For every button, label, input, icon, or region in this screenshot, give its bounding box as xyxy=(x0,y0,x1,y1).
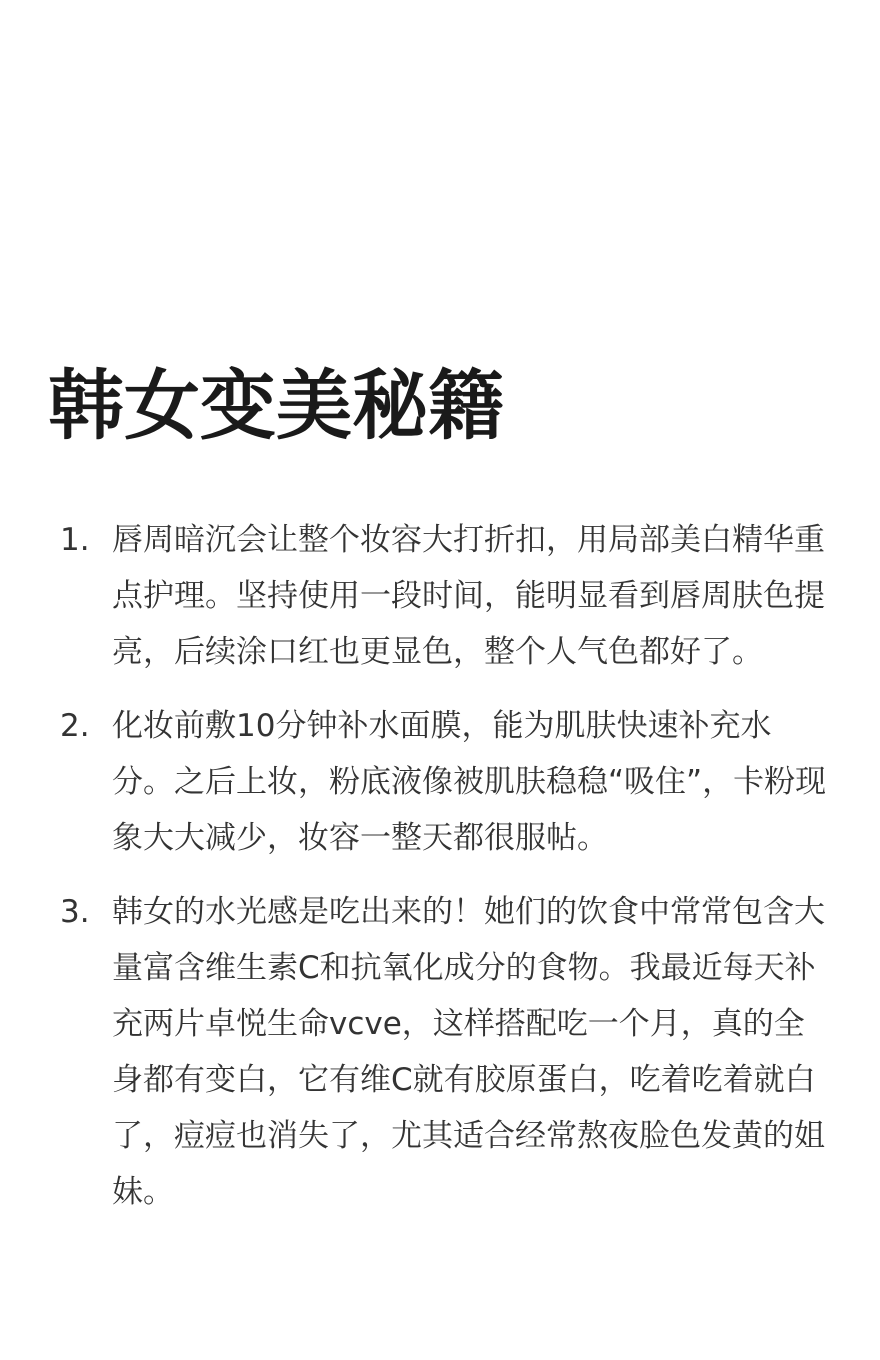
list-item-text: 韩女的水光感是吃出来的！她们的饮食中常常包含大量富含维生素C和抗氧化成分的食物。我最近每天补充两片卓悦生命vcve，这样搭配吃一个月，真的全身都有变白，它有维C就有胶原蛋白，吃着吃着就白了，痘痘也消失了，尤其适合经常熬夜脸色发黄的姐妹。 xyxy=(112,894,825,1210)
list-item-text: 化妆前敷10分钟补水面膜，能为肌肤快速补充水分。之后上妆，粉底液像被肌肤稳稳“吸住”，卡粉现象大大减少，妆容一整天都很服帖。 xyxy=(112,708,827,856)
list-item-number: 3. xyxy=(60,894,90,930)
list-item xyxy=(0,884,880,1220)
list-item-number: 2. xyxy=(60,708,90,744)
list-item-text: 唇周暗沉会让整个妆容大打折扣，用局部美白精华重点护理。坚持使用一段时间，能明显看到唇周肤色提亮，后续涂口红也更显色，整个人气色都好了。 xyxy=(112,522,825,670)
list-item xyxy=(0,698,880,866)
list-item-number: 1. xyxy=(60,522,90,558)
page-title: 韩女变美秘籍 xyxy=(48,361,504,450)
list-item xyxy=(0,512,880,680)
tips-list xyxy=(0,512,880,1238)
